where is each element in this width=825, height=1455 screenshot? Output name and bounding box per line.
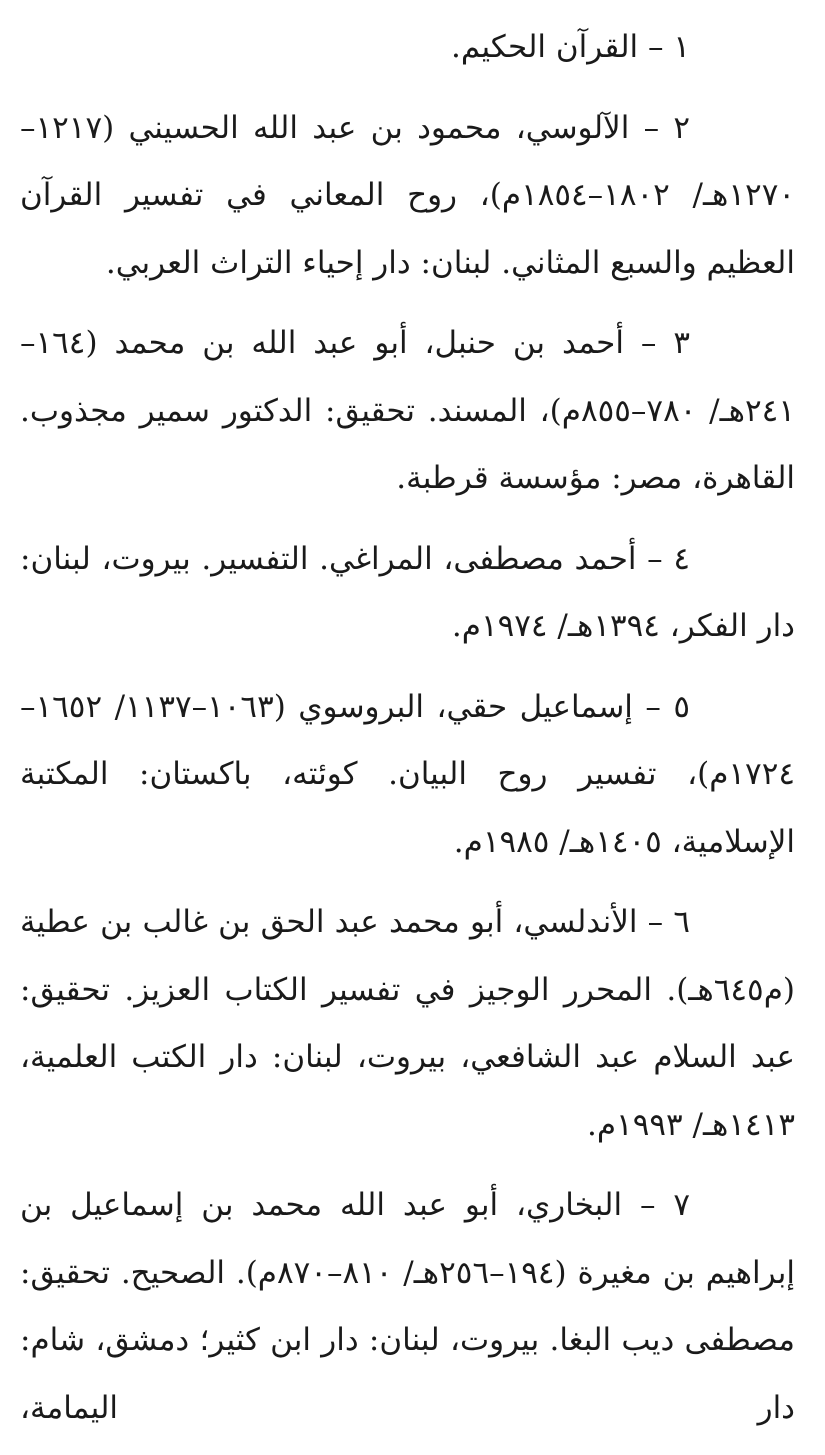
reference-item-7: ٧ – البخاري، أبو عبد الله محمد بن إسماعيل بن إبراهيم بن مغيرة (١٩٤–٢٥٦هـ/ ٨١٠–٨٧٠م). الصحيح. تحقيق: مصطفى ديب البغا. بيروت، لبنان: دار ابن كثير؛ دمشق، شام: دار اليمامة، [20,1187,795,1426]
reference-item-4: ٤ – أحمد مصطفى، المراغي. التفسير. بيروت، لبنان: دار الفكر، ١٣٩٤هـ/ ١٩٧٤م. [20,540,795,644]
reference-item-3: ٣ – أحمد بن حنبل، أبو عبد الله بن محمد (١٦٤–٢٤١هـ/ ٧٨٠–٨٥٥م)، المسند. تحقيق: الدكتور سمير مجذوب. القاهرة، مصر: مؤسسة قرطبة. [20,325,795,496]
reference-item-1: ١ – القرآن الحكيم. [451,29,690,65]
reference-item-6: ٦ – الأندلسي، أبو محمد عبد الحق بن غالب بن عطية (م٦٤٥هـ). المحرر الوجيز في تفسير الكتاب العزيز. تحقيق: عبد السلام عبد الشافعي، بيروت، لبنان: دار الكتب العلمية، ١٤١٣هـ/ ١٩٩٣م. [20,904,795,1143]
reference-item-5: ٥ – إسماعيل حقي، البروسوي (١٠٦٣–١١٣٧/ ١٦٥٢–١٧٢٤م)، تفسير روح البيان. كوئته، باكستان: المكتبة الإسلامية، ١٤٠٥هـ/ ١٩٨٥م. [20,688,795,860]
reference-item-2: ٢ – الآلوسي، محمود بن عبد الله الحسيني (١٢١٧–١٢٧٠هـ/ ١٨٠٢–١٨٥٤م)، روح المعاني في تفسير القرآن العظيم والسبع المثاني. لبنان: دار إحياء التراث العربي. [20,109,795,281]
reference-list [20,14,795,1455]
